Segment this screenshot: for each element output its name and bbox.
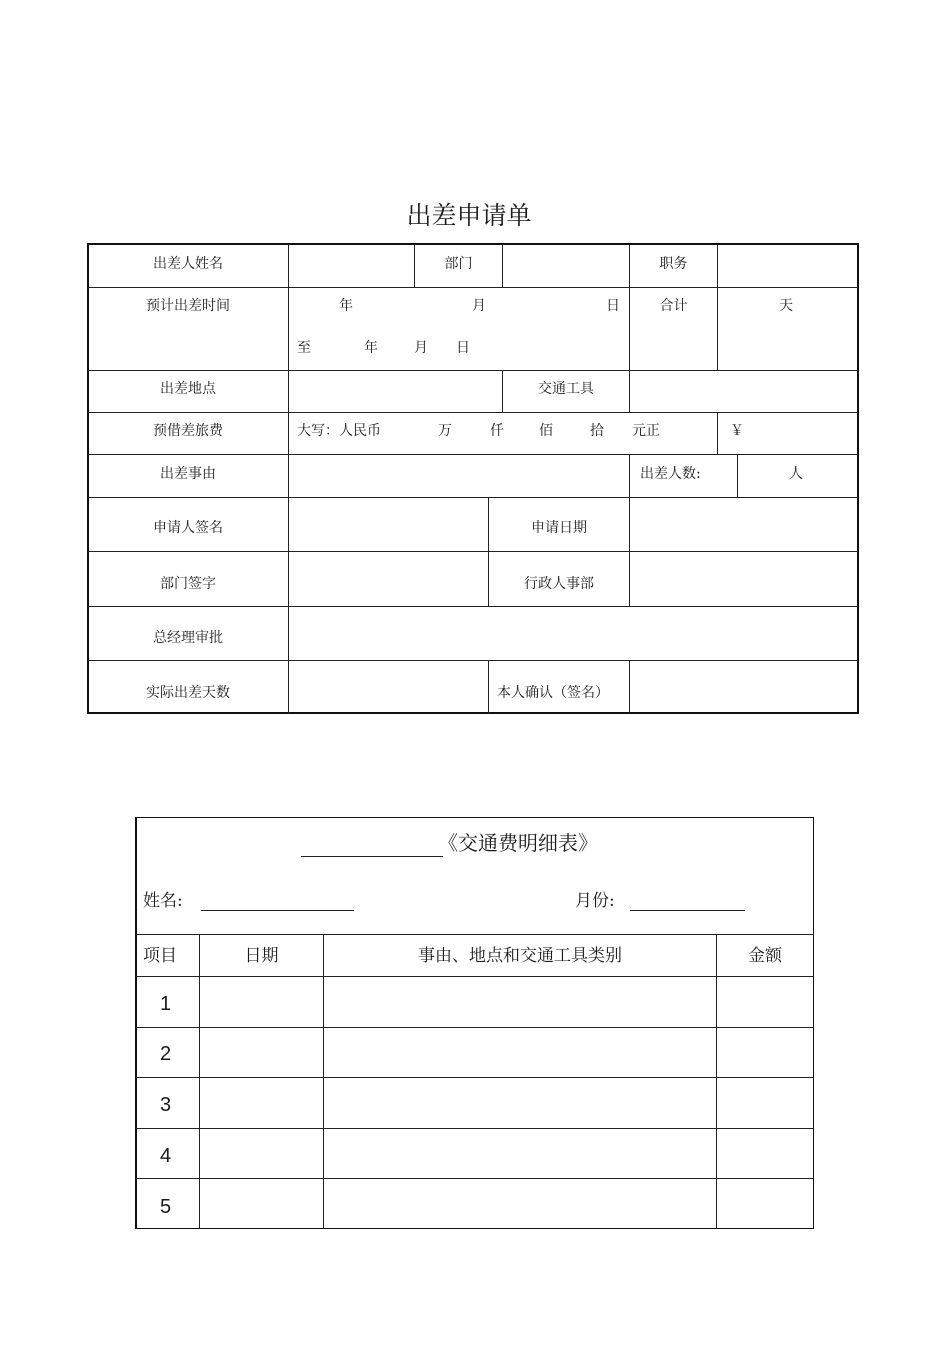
column-header-reason: 事由、地点和交通工具类别	[418, 946, 622, 966]
row-divider	[136, 1027, 813, 1028]
applicant-signature-label: 申请人签名	[153, 520, 223, 536]
header-bottom-line	[136, 976, 813, 977]
row-divider	[88, 551, 858, 552]
row-divider	[136, 1178, 813, 1179]
bai-label: 佰	[539, 423, 553, 439]
col-divider	[502, 245, 503, 287]
traveler-name-label: 出差人姓名	[153, 256, 223, 272]
name-label: 姓名:	[143, 891, 183, 911]
row-divider	[88, 606, 858, 607]
row-divider	[136, 1077, 813, 1078]
col-divider	[323, 934, 324, 1228]
col-divider	[716, 934, 717, 1228]
days-unit: 天	[779, 298, 793, 314]
column-header-date: 日期	[244, 946, 279, 966]
col-divider	[488, 660, 489, 713]
col-divider	[629, 660, 630, 713]
capital-amount-label: 大写：人民币	[297, 423, 381, 439]
shi-label: 拾	[590, 423, 604, 439]
year-label: 年	[339, 298, 353, 314]
end-day-label: 日	[456, 340, 470, 356]
month-blank-line	[630, 910, 745, 911]
title-blank-line	[301, 856, 443, 857]
row-number: 4	[160, 1145, 172, 1167]
row-number: 1	[160, 993, 172, 1015]
dept-signature-label: 部门签字	[160, 576, 216, 592]
col-divider	[629, 454, 630, 497]
col-divider	[717, 412, 718, 454]
actual-days-label: 实际出差天数	[146, 685, 230, 701]
total-label: 合计	[659, 298, 688, 314]
row-number: 3	[160, 1094, 172, 1116]
row-divider	[88, 412, 858, 413]
column-header-amount: 金额	[748, 946, 782, 966]
apply-date-label: 申请日期	[531, 520, 587, 536]
row-divider	[88, 454, 858, 455]
transport-expense-table	[135, 817, 814, 1229]
row-divider	[88, 660, 858, 661]
row-divider	[88, 287, 858, 288]
to-label: 至	[297, 340, 311, 356]
col-divider	[737, 454, 738, 497]
gm-approval-label: 总经理审批	[153, 630, 223, 646]
month-label: 月	[472, 298, 486, 314]
form2-title: 《交通费明细表》	[438, 831, 598, 855]
row-number: 5	[160, 1196, 172, 1218]
col-divider	[288, 245, 289, 713]
travel-advance-label: 预借差旅费	[153, 423, 223, 439]
col-divider	[199, 934, 200, 1228]
col-divider	[629, 370, 630, 412]
end-month-label: 月	[414, 340, 428, 356]
col-divider	[629, 497, 630, 606]
month-label: 月份:	[575, 891, 615, 911]
yen-symbol: ￥	[730, 423, 744, 439]
planned-time-label: 预计出差时间	[146, 298, 230, 314]
department-label: 部门	[444, 256, 473, 272]
destination-label: 出差地点	[160, 381, 216, 397]
position-label: 职务	[659, 256, 688, 272]
wan-label: 万	[438, 423, 452, 439]
self-confirm-label: 本人确认（签名）	[497, 685, 609, 701]
yuan-zheng-label: 元正	[632, 423, 660, 439]
row-divider	[136, 1128, 813, 1129]
row-divider	[88, 497, 858, 498]
name-blank-line	[201, 910, 354, 911]
traveler-count-label: 出差人数:	[640, 466, 701, 482]
people-unit: 人	[789, 466, 803, 482]
end-year-label: 年	[364, 340, 378, 356]
form1-title: 出差申请单	[406, 201, 532, 230]
col-divider	[717, 245, 718, 287]
header-top-line	[136, 934, 813, 935]
col-divider	[717, 287, 718, 370]
hr-admin-label: 行政人事部	[524, 576, 594, 592]
day-label: 日	[606, 298, 620, 314]
column-header-item: 项目	[143, 946, 177, 966]
trip-reason-label: 出差事由	[160, 466, 216, 482]
row-number: 2	[160, 1043, 172, 1065]
row-divider	[88, 370, 858, 371]
transport-label: 交通工具	[538, 381, 594, 397]
qian-label: 仟	[490, 423, 504, 439]
